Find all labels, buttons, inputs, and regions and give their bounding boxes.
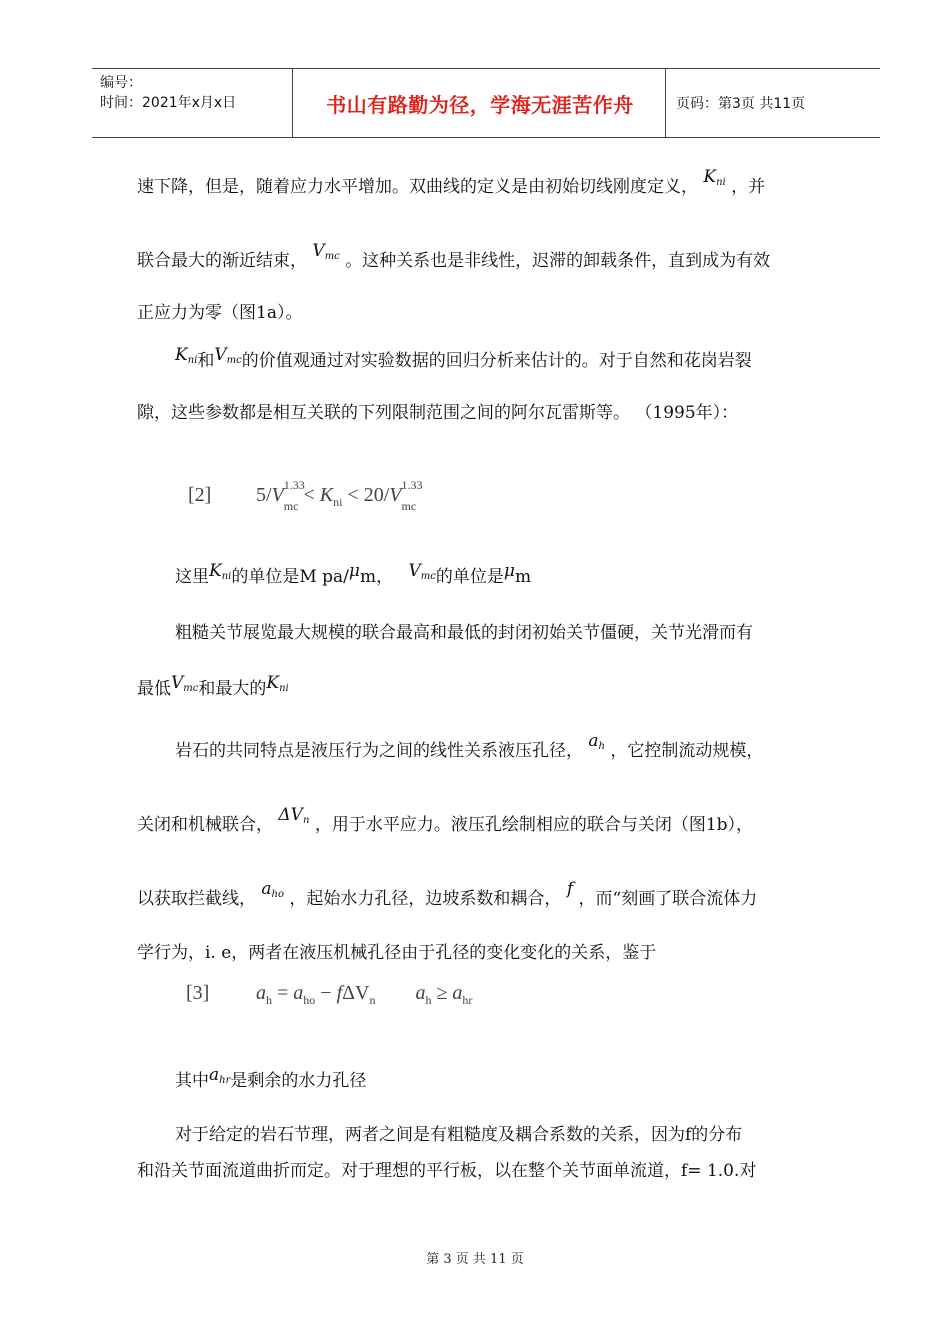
symbol-v-mc: $V_{mc}$ xyxy=(408,561,436,582)
body-line-15: 和沿关节面流道曲折而定。对于理想的平行板，以在整个关节面单流道，f= 1.0.对 xyxy=(137,1161,757,1181)
document-header xyxy=(92,68,880,138)
symbol-delta-v-n: $\Delta V_n$ xyxy=(278,805,310,826)
symbol-f: f xyxy=(566,879,574,899)
symbol-mu: μ xyxy=(348,561,360,581)
symbol-k-ni: $K_{ni}$ xyxy=(703,167,726,188)
symbol-v-mc: $V_{mc}$ xyxy=(171,673,199,694)
symbol-v-mc: $V_{mc}$ xyxy=(312,241,340,262)
symbol-k-ni: $K_{ni}$ xyxy=(209,561,232,582)
symbol-k-ni: $K_{ni}$ xyxy=(175,345,198,366)
equation-3-number: [3] xyxy=(186,982,210,1004)
header-meta xyxy=(100,73,236,113)
symbol-k-ni: $K_{ni}$ xyxy=(266,673,289,694)
symbol-v-mc: $V_{mc}$ xyxy=(214,345,242,366)
symbol-a-h: $a_h$ xyxy=(588,731,605,752)
body-line-2: 联合最大的渐近结束， $V_{mc}$ 。这种关系也是非线性，迟滞的卸载条件，直到成为有效 xyxy=(137,241,771,271)
body-line-7: 粗糙关节展览最大规模的联合最高和最低的封闭初始关节僵硬，关节光滑而有 xyxy=(175,623,753,643)
equation-2-number: [2] xyxy=(188,484,212,506)
body-line-8: 最低$V_{mc}$和最大的$K_{ni}$ xyxy=(137,673,289,699)
body-line-10: 关闭和机械联合， $\Delta V_n$ ，用于水平应力。液压孔绘制相应的联合与关闭（图1b）， xyxy=(137,805,754,835)
body-line-6: 这里$K_{ni}$的单位是M pa/μm， $V_{mc}$的单位是μm xyxy=(175,561,532,587)
header-motto: 书山有路勤为径，学海无涯苦作舟 xyxy=(326,93,634,117)
symbol-a-hr: $a_{hr}$ xyxy=(209,1065,231,1086)
serial-label: 编号： xyxy=(100,75,142,91)
header-page-label: 页码：第3页 共11页 xyxy=(676,96,806,112)
body-line-13: 其中$a_{hr}$是剩余的水力孔径 xyxy=(175,1065,367,1091)
header-divider xyxy=(292,69,293,137)
body-line-14: 对于给定的岩石节理，两者之间是有粗糙度及耦合系数的关系，因为f的分布 xyxy=(175,1125,743,1145)
body-line-1: 速下降，但是，随着应力水平增加。双曲线的定义是由初始切线刚度定义， $K_{ni}$ ，并 xyxy=(137,167,766,197)
symbol-mu: μ xyxy=(503,561,515,581)
body-line-12: 学行为，i. e，两者在液压机械孔径由于孔径的变化变化的关系，鉴于 xyxy=(137,943,657,963)
equation-3: $a_h = a_{ho} - f\Delta V_n$ $a_h \ge a_{hr}$ xyxy=(256,982,473,1007)
body-line-4: $K_{ni}$和$V_{mc}$的价值观通过对实验数据的回归分析来估计的。对于自然和花岗岩裂 xyxy=(175,345,752,371)
body-line-3: 正应力为零（图1a）。 xyxy=(137,303,303,323)
page-footer: 第 3 页 共 11 页 xyxy=(426,1252,524,1267)
symbol-a-ho: $a_{ho}$ xyxy=(261,879,285,900)
equation-2: 5/V 1.33 $_{mc} < K_{ni} < 20/V$ 1.33 $_{mc}$ xyxy=(256,478,423,513)
time-label: 时间：2021年x月x日 xyxy=(100,95,237,111)
body-line-5: 隙，这些参数都是相互关联的下列限制范围之间的阿尔瓦雷斯等。 （1995年）： xyxy=(137,403,739,423)
body-line-11: 以获取拦截线， $a_{ho}$ ，起始水力孔径，边坡系数和耦合， f ，而“刻画了联合流体力 xyxy=(137,879,758,909)
body-line-9: 岩石的共同特点是液压行为之间的线性关系液压孔径， $a_h$ ，它控制流动规模， xyxy=(175,731,764,761)
